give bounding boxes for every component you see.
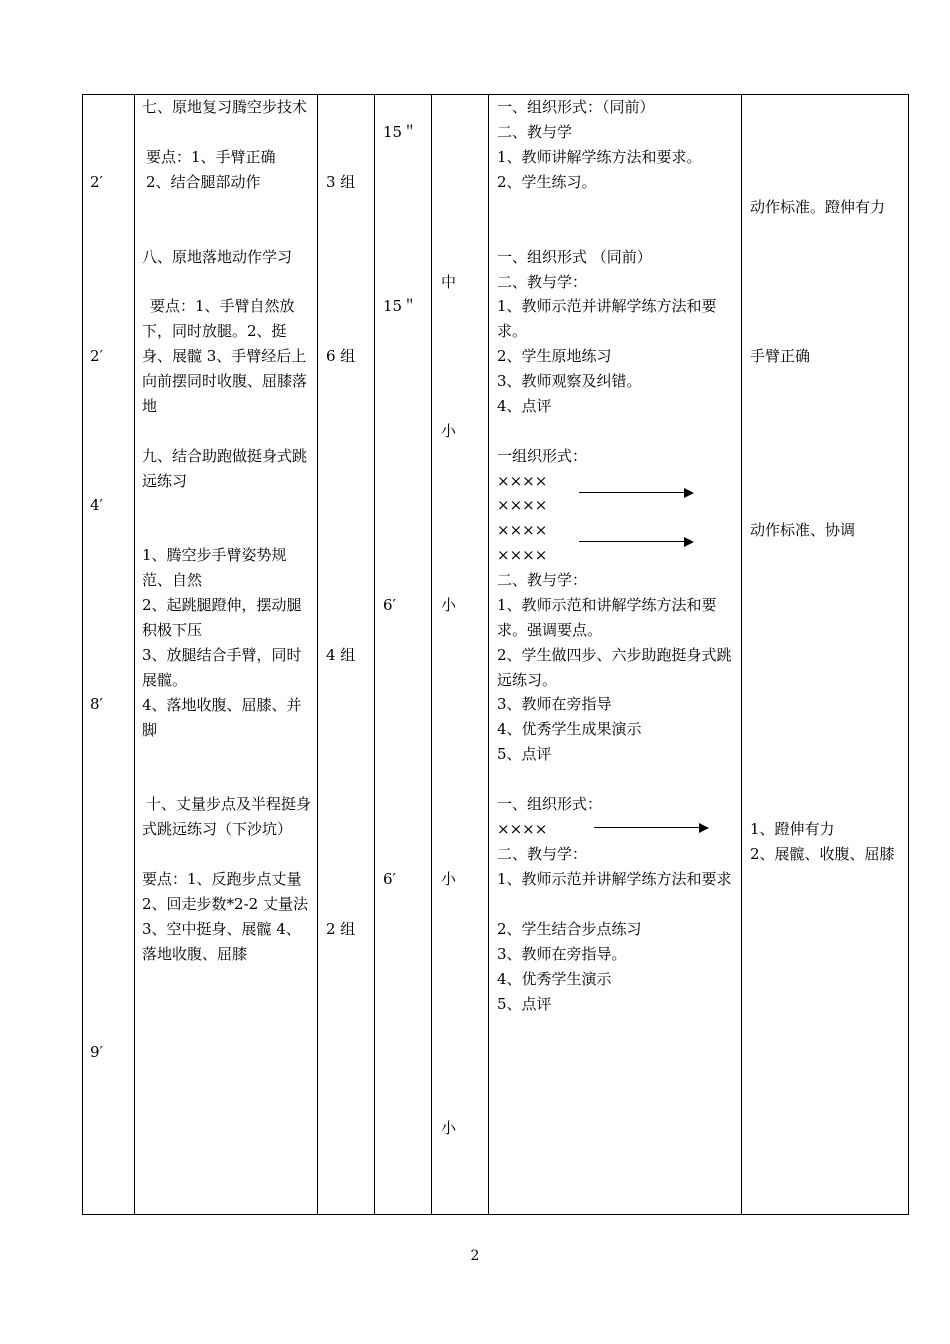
requirement-cell: 2、展髋、收腹、屈膝 [750, 845, 895, 863]
org-line: 1、教师示范并讲解学练方法和要求 [497, 870, 732, 888]
group-count: 2 组 [326, 920, 356, 938]
org-line: 一组织形式： [497, 447, 588, 465]
section-9-title: 九、结合助跑做挺身式跳远练习 [142, 447, 308, 490]
org-line: 5、点评 [497, 995, 552, 1013]
duration-cell: 6′ [383, 596, 396, 614]
lesson-plan-table [82, 94, 909, 1215]
org-line: 4、优秀学生成果演示 [497, 720, 642, 738]
section-7-title: 七、原地复习腾空步技术 [142, 98, 308, 116]
time-cell: 2′ [90, 347, 103, 365]
org-line: 4、点评 [497, 397, 552, 415]
column-divider [741, 95, 742, 1214]
column-divider [374, 95, 375, 1214]
formation-row: ×××× [497, 496, 548, 514]
org-line: 3、教师在旁指导 [497, 695, 612, 713]
column-divider [317, 95, 318, 1214]
section-9-point: 4、落地收腹、屈膝、并脚 [142, 696, 302, 739]
section-7-point: 要点：1、手臂正确 [146, 148, 276, 166]
section-9-point: 3、放腿结合手臂，同时展髋。 [142, 646, 302, 689]
org-line: 5、点评 [497, 745, 552, 763]
org-line: 一、组织形式 （同前） [497, 248, 652, 266]
formation-row: ×××× [497, 472, 548, 490]
duration-cell: 15＂ [383, 123, 418, 141]
duration-cell: 15＂ [383, 297, 418, 315]
direction-arrow [579, 536, 694, 548]
requirement-cell: 动作标准。蹬伸有力 [750, 198, 886, 216]
formation-row: ×××× [497, 820, 548, 838]
requirement-cell: 动作标准、协调 [750, 521, 856, 539]
org-line: 2、学生原地练习 [497, 347, 612, 365]
org-line: 二、教与学： [497, 845, 588, 863]
section-8-title: 八、原地落地动作学习 [142, 248, 293, 266]
requirement-cell: 手臂正确 [750, 347, 811, 365]
intensity-cell: 小 [441, 596, 457, 614]
time-cell: 8′ [90, 695, 103, 713]
direction-arrow [579, 487, 694, 499]
column-divider [488, 95, 489, 1214]
org-line: 1、教师示范并讲解学练方法和要求。 [497, 297, 717, 340]
section-9-point: 2、起跳腿蹬伸，摆动腿积极下压 [142, 596, 302, 639]
section-9-point: 1、腾空步手臂姿势规范、自然 [142, 546, 287, 589]
org-line: 1、教师讲解学练方法和要求。 [497, 148, 702, 166]
section-10-title: 十、丈量步点及半程挺身式跳远练习（下沙坑） [142, 795, 312, 838]
formation-row: ×××× [497, 521, 548, 539]
column-divider [134, 95, 135, 1214]
page-number: 2 [470, 1248, 480, 1264]
column-divider [431, 95, 432, 1214]
org-line: 3、教师在旁指导。 [497, 945, 627, 963]
duration-cell: 6′ [383, 870, 396, 888]
intensity-cell: 小 [441, 422, 457, 440]
org-line: 二、教与学： [497, 571, 588, 589]
group-count: 4 组 [326, 646, 356, 664]
section-10-points: 要点：1、反跑步点丈量 2、回走步数*2-2 丈量法 3、空中挺身、展髋 4、落地收腹、屈膝 [142, 870, 308, 963]
time-cell: 9′ [90, 1043, 103, 1061]
org-line: 2、学生做四步、六步助跑挺身式跳远练习。 [497, 646, 732, 689]
requirement-cell: 1、蹬伸有力 [750, 820, 835, 838]
org-line: 二、教与学： [497, 273, 588, 291]
org-line: 二、教与学 [497, 123, 573, 141]
org-line: 2、学生练习。 [497, 173, 597, 191]
org-line: 一、组织形式： [497, 795, 603, 813]
intensity-cell: 小 [441, 1119, 457, 1137]
org-line: 4、优秀学生演示 [497, 970, 612, 988]
org-line: 3、教师观察及纠错。 [497, 372, 642, 390]
intensity-cell: 中 [441, 273, 457, 291]
section-7-point: 2、结合腿部动作 [146, 173, 261, 191]
time-cell: 4′ [90, 496, 103, 514]
section-8-points: 要点：1、手臂自然放下，同时放腿。2、挺身、展髋 3、手臂经后上向前摆同时收腹、屈膝落地 [142, 297, 308, 415]
group-count: 6 组 [326, 347, 356, 365]
formation-row: ×××× [497, 546, 548, 564]
direction-arrow [594, 822, 709, 834]
org-line: 2、学生结合步点练习 [497, 920, 642, 938]
group-count: 3 组 [326, 173, 356, 191]
intensity-cell: 小 [441, 870, 457, 888]
org-line: 1、教师示范和讲解学练方法和要求。强调要点。 [497, 596, 717, 639]
org-line: 一、组织形式：（同前） [497, 98, 655, 116]
time-cell: 2′ [90, 173, 103, 191]
